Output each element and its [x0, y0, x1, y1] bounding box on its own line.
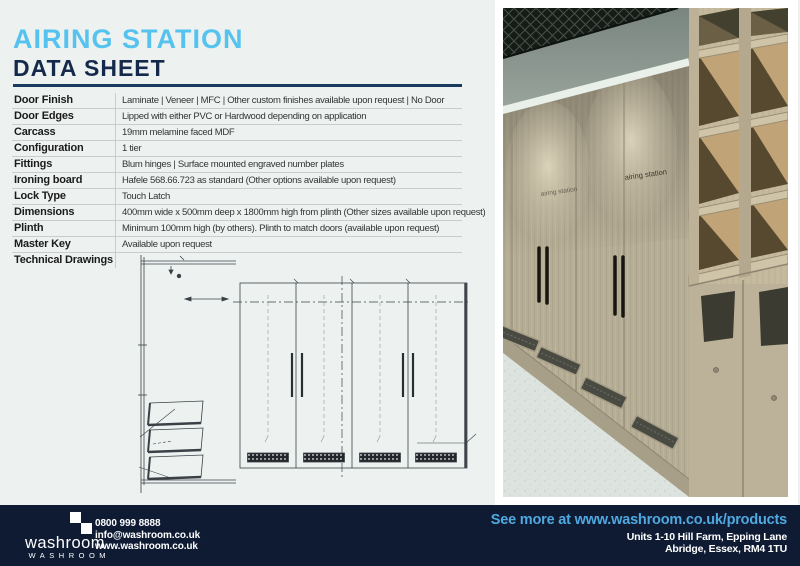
technical-drawing [135, 253, 480, 497]
address-block [627, 532, 787, 555]
spec-label: Door Finish [14, 94, 73, 106]
spec-value: 400mm wide x 500mm deep x 1800mm high from plinth (Other sizes available upon request) [115, 205, 485, 220]
spec-value: Laminate | Veneer | MFC | Other custom finishes available upon request | No Door [115, 93, 462, 108]
spec-row-door-edges [12, 109, 462, 125]
page-subtitle: DATA SHEET [13, 55, 166, 81]
cube-shelving [689, 8, 788, 497]
product-photo [503, 8, 788, 497]
logo-square-icon [70, 512, 81, 523]
spec-value: 1 tier [115, 141, 462, 156]
website-link[interactable]: www.washroom.co.uk [95, 541, 198, 552]
spec-label: Dimensions [14, 206, 75, 218]
spec-label: Door Edges [14, 110, 74, 122]
spec-value: Minimum 100mm high (by others). Plinth to match doors (available upon request) [115, 221, 462, 236]
spec-value: Blum hinges | Surface mounted engraved number plates [115, 157, 462, 172]
logo-wordmark: washroom [24, 534, 106, 552]
spec-table [12, 93, 486, 268]
spec-row-ironing-board [12, 173, 462, 189]
spec-label: Technical Drawings [14, 254, 113, 266]
spec-label: Configuration [14, 142, 84, 154]
spec-row-plinth [12, 221, 462, 237]
spec-row-dimensions [12, 205, 486, 221]
page-title: AIRING STATION [13, 24, 244, 54]
spec-label: Ironing board [14, 174, 83, 186]
spec-row-configuration [12, 141, 462, 157]
phone-number: 0800 999 8888 [95, 518, 161, 529]
door-label-left: airing station [540, 185, 578, 198]
footer [0, 505, 800, 566]
email-link[interactable]: info@washroom.co.uk [95, 529, 201, 541]
spec-row-door-finish [12, 93, 462, 109]
spec-label: Master Key [14, 238, 71, 250]
logo-square-icon [81, 523, 92, 534]
door-label-right: airing station [624, 167, 668, 182]
spec-value: Touch Latch [115, 189, 462, 204]
contact-block [95, 518, 200, 553]
address-line-1: Units 1-10 Hill Farm, Epping Lane [626, 531, 787, 543]
spec-label: Lock Type [14, 190, 66, 202]
spec-row-master-key [12, 237, 462, 253]
spec-value: 19mm melamine faced MDF [115, 125, 462, 140]
spec-label: Plinth [14, 222, 44, 234]
spec-label: Carcass [14, 126, 56, 138]
see-more-link[interactable]: See more at www.washroom.co.uk/products [490, 512, 787, 528]
spec-row-lock-type [12, 189, 462, 205]
spec-label: Fittings [14, 158, 53, 170]
spec-value: Hafele 568.66.723 as standard (Other options available upon request) [115, 173, 462, 188]
spec-row-carcass [12, 125, 462, 141]
spec-value: Lipped with either PVC or Hardwood depending on application [115, 109, 462, 124]
logo-wordmark-secondary: WASHROOM [28, 551, 111, 560]
title-divider [13, 84, 462, 87]
photo-frame [495, 0, 798, 505]
spec-row-fittings [12, 157, 462, 173]
address-line-2: Abridge, Essex, RM4 1TU [664, 542, 787, 555]
spec-value: Available upon request [115, 237, 462, 252]
